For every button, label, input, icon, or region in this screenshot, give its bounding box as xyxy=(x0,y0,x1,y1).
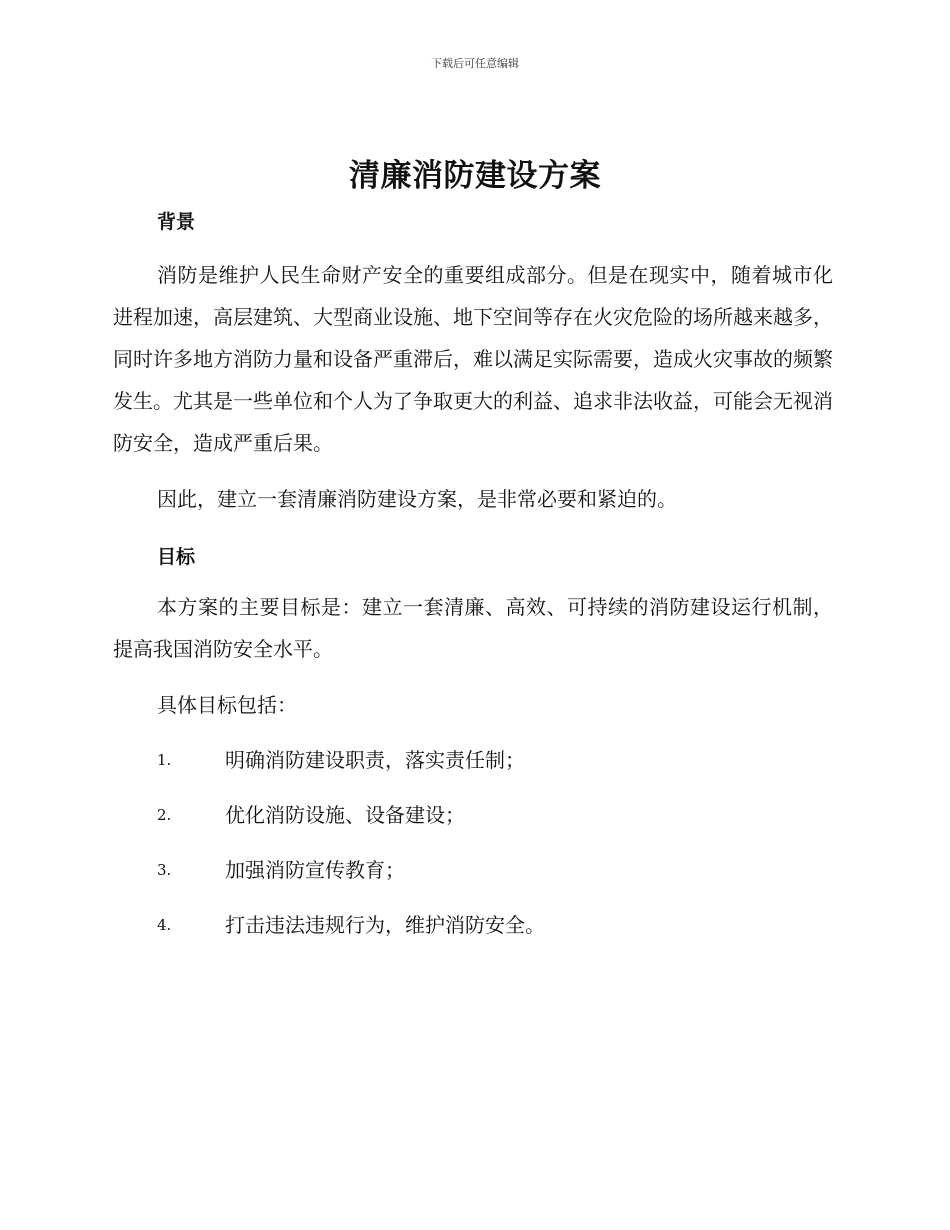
list-item-number: 3. xyxy=(157,861,172,879)
list-item-text: 明确消防建设职责，落实责任制； xyxy=(225,748,525,772)
header-note: 下载后可任意编辑 xyxy=(431,57,519,70)
section-heading-background: 背景 xyxy=(157,211,196,233)
goals-list-intro: 具体目标包括： xyxy=(157,693,297,717)
background-paragraph-2: 因此，建立一套清廉消防建设方案，是非常必要和紧迫的。 xyxy=(157,487,677,511)
goals-paragraph: 本方案的主要目标是：建立一套清廉、高效、可持续的消防建设运行机制，提高我国消防安全水平。 xyxy=(113,595,833,661)
list-item xyxy=(157,794,837,836)
list-item xyxy=(157,904,837,946)
list-item-number: 2. xyxy=(157,806,172,824)
list-item-text: 加强消防宣传教育； xyxy=(225,858,405,882)
background-paragraph-1: 消防是维护人民生命财产安全的重要组成部分。但是在现实中，随着城市化进程加速，高层建筑、大型商业设施、地下空间等存在火灾危险的场所越来越多，同时许多地方消防力量和设备严重滞后，难以满足实际需要，造成火灾事故的频繁发生。尤其是一些单位和个人为了争取更大的利益、追求非法收益，可能会无视消防安全，造成严重后果。 xyxy=(113,263,833,455)
list-item-number: 4. xyxy=(157,916,172,934)
list-item-text: 优化消防设施、设备建设； xyxy=(225,803,465,827)
list-item xyxy=(157,739,837,781)
document-title: 清廉消防建设方案 xyxy=(349,158,601,194)
list-item-text: 打击违法违规行为，维护消防安全。 xyxy=(225,913,545,937)
list-item xyxy=(157,849,837,891)
list-item-number: 1. xyxy=(157,751,172,769)
section-heading-goals: 目标 xyxy=(157,546,196,568)
